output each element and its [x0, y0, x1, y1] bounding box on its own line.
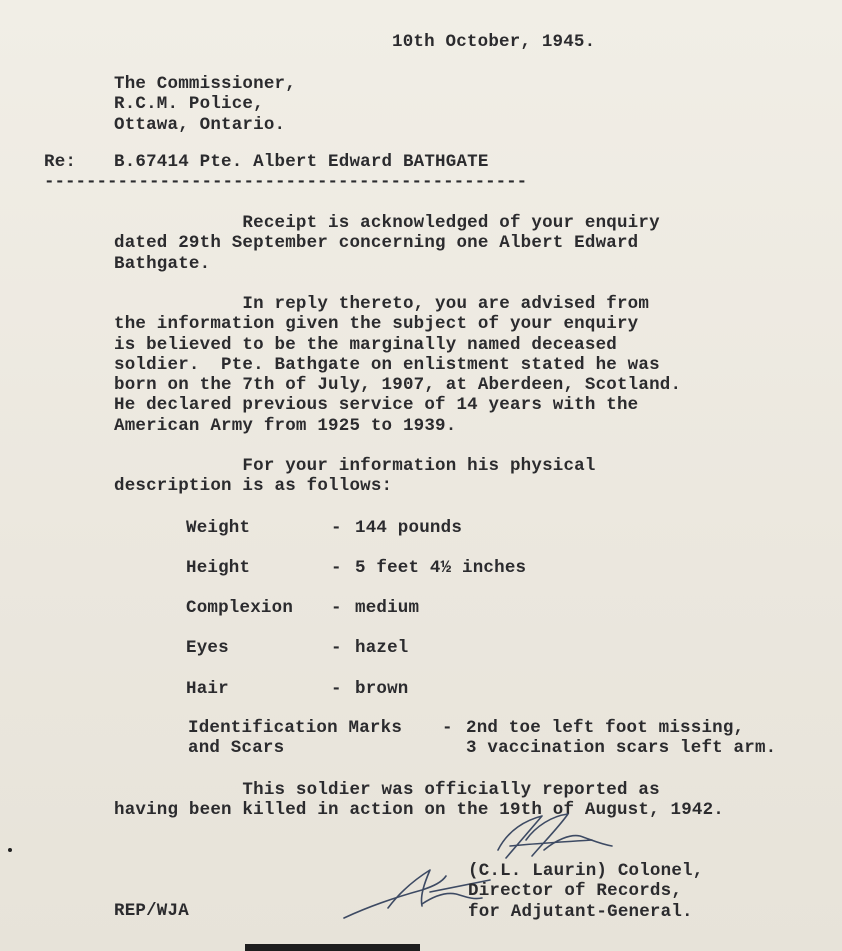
desc-dash: -	[331, 558, 342, 578]
paragraph-killed-in-action: This soldier was officially reported as having been killed in action on the 19th of August, 1942.	[114, 780, 724, 821]
letter-date: 10th October, 1945.	[392, 32, 596, 52]
desc-dash: -	[331, 679, 342, 699]
recipient-line-1: The Commissioner,	[114, 74, 296, 94]
desc-value-hair: brown	[355, 679, 409, 699]
recipient-line-2: R.C.M. Police,	[114, 94, 264, 115]
paragraph-reply: In reply thereto, you are advised from the information given the subject of your enquiry is believed to be the marginally named deceased soldier. Pte. Bathgate on enlistment stated he was born on the 7th of July, 1907, at Aberdeen, Scotland. He declared previous service of 14 years with the American Army from 1925 to 1939.	[114, 294, 682, 436]
desc-value-complexion: medium	[355, 598, 420, 618]
scan-edge-bar	[245, 944, 420, 951]
recipient-line-3: Ottawa, Ontario.	[114, 114, 286, 135]
subject-underline: ----------------------------------------------	[44, 172, 528, 192]
signature-block: (C.L. Laurin) Colonel, Director of Records, for Adjutant-General.	[468, 861, 704, 922]
desc-value-eyes: hazel	[355, 638, 409, 658]
desc-dash: -	[331, 518, 342, 538]
desc-label-eyes: Eyes	[186, 638, 229, 658]
desc-value-identification: 2nd toe left foot missing, 3 vaccination scars left arm.	[466, 718, 777, 759]
desc-dash: -	[331, 638, 342, 658]
desc-value-height: 5 feet 4½ inches	[355, 558, 527, 578]
desc-label-hair: Hair	[186, 679, 229, 699]
desc-dash: -	[331, 598, 342, 618]
subject-label: Re:	[44, 152, 77, 172]
paper-speck	[8, 848, 12, 852]
desc-dash: -	[442, 718, 453, 738]
paragraph-receipt: Receipt is acknowledged of your enquiry dated 29th September concerning one Albert Edward Bathgate.	[114, 213, 660, 274]
reference-initials: REP/WJA	[114, 901, 189, 921]
subject-line: B.67414 Pte. Albert Edward BATHGATE	[114, 152, 489, 172]
recipient-address	[114, 74, 296, 135]
desc-label-identification: Identification Marks and Scars	[188, 718, 403, 759]
desc-label-height: Height	[186, 558, 251, 578]
desc-label-weight: Weight	[186, 518, 251, 538]
desc-label-complexion: Complexion	[186, 598, 294, 618]
paragraph-description-intro: For your information his physical description is as follows:	[114, 456, 596, 497]
desc-value-weight: 144 pounds	[355, 518, 463, 538]
